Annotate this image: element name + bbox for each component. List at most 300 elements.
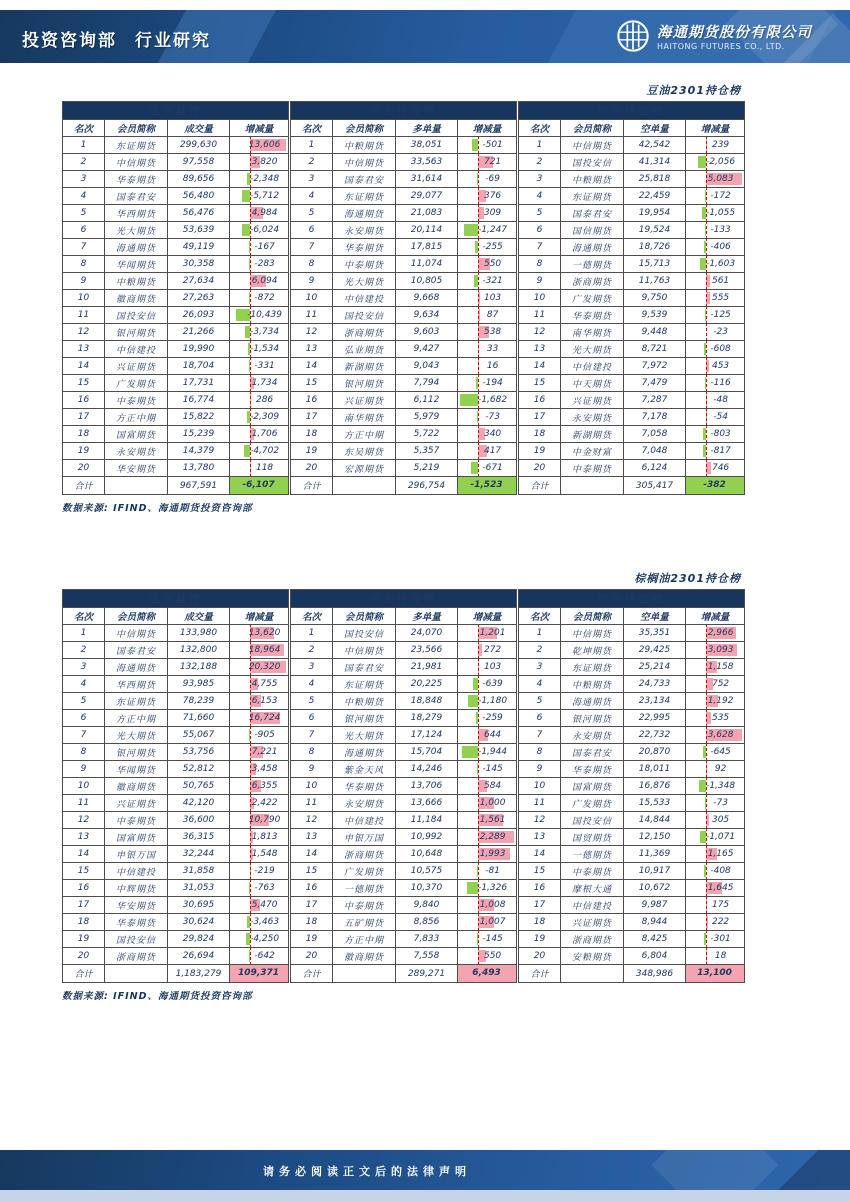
rank-cell: 9 xyxy=(63,761,105,778)
member-name-cell: 东证期货 xyxy=(561,659,624,676)
table-row xyxy=(291,409,517,426)
member-name-cell: 国泰君安 xyxy=(333,171,396,188)
rank-cell: 15 xyxy=(63,375,105,392)
rank-cell: 10 xyxy=(519,778,561,795)
quantity-cell: 35,351 xyxy=(624,625,686,642)
table-row xyxy=(291,693,517,710)
table-row xyxy=(291,171,517,188)
member-name-cell: 国信期货 xyxy=(561,222,624,239)
member-name-cell: 华泰期货 xyxy=(105,171,168,188)
member-name-cell: 浙商期货 xyxy=(561,273,624,290)
member-name-cell: 南华期货 xyxy=(333,409,396,426)
long-position-ranking-table xyxy=(290,101,517,495)
table-row xyxy=(291,324,517,341)
report-type-label: 行业研究 xyxy=(135,31,211,51)
member-name-cell: 海通期货 xyxy=(333,744,396,761)
rank-cell: 2 xyxy=(519,154,561,171)
page-bottom-strip xyxy=(0,1190,850,1202)
change-cell: -2,309 xyxy=(230,409,289,426)
change-cell: 103 xyxy=(458,659,517,676)
member-name-cell: 永安期货 xyxy=(561,727,624,744)
change-cell: 1,813 xyxy=(230,829,289,846)
total-quantity-cell: 296,754 xyxy=(396,477,458,495)
change-cell: 6,355 xyxy=(230,778,289,795)
quantity-cell: 9,539 xyxy=(624,307,686,324)
table-row xyxy=(63,846,289,863)
table-row xyxy=(63,256,289,273)
member-name-cell: 华泰期货 xyxy=(105,914,168,931)
rank-cell: 20 xyxy=(291,460,333,477)
table-row xyxy=(63,273,289,290)
quantity-cell: 6,804 xyxy=(624,948,686,965)
change-cell: -872 xyxy=(230,290,289,307)
table-row xyxy=(519,273,745,290)
rank-cell: 14 xyxy=(291,846,333,863)
table-row xyxy=(519,931,745,948)
change-cell: 538 xyxy=(458,324,517,341)
quantity-cell: 49,119 xyxy=(168,239,230,256)
column-header: 会员简称 xyxy=(333,608,396,625)
change-cell: 584 xyxy=(458,778,517,795)
total-change-cell: 6,493 xyxy=(458,965,517,983)
rank-cell: 11 xyxy=(291,795,333,812)
table-row xyxy=(63,625,289,642)
change-cell: -4,250 xyxy=(230,931,289,948)
quantity-cell: 10,917 xyxy=(624,863,686,880)
member-name-cell: 银河期货 xyxy=(561,710,624,727)
rank-cell: 2 xyxy=(291,154,333,171)
change-cell: 33 xyxy=(458,341,517,358)
total-label-cell: 合计 xyxy=(519,477,561,495)
change-cell: 1,007 xyxy=(458,914,517,931)
volume-ranking-table xyxy=(62,589,289,983)
total-empty-cell xyxy=(105,477,168,495)
table-row xyxy=(291,744,517,761)
rank-cell: 5 xyxy=(291,205,333,222)
quantity-cell: 19,524 xyxy=(624,222,686,239)
quantity-cell: 19,990 xyxy=(168,341,230,358)
total-row xyxy=(519,477,745,495)
legal-disclaimer: 请务必阅读正文后的法律声明 xyxy=(263,1165,471,1178)
member-name-cell: 浙商期货 xyxy=(561,931,624,948)
rank-cell: 12 xyxy=(291,812,333,829)
rank-cell: 2 xyxy=(63,154,105,171)
footer-decoration xyxy=(778,1150,850,1190)
rank-cell: 10 xyxy=(63,778,105,795)
quantity-cell: 18,848 xyxy=(396,693,458,710)
rank-cell: 1 xyxy=(519,137,561,154)
table-row xyxy=(519,710,745,727)
column-header: 会员简称 xyxy=(561,120,624,137)
member-name-cell: 永安期货 xyxy=(561,409,624,426)
rank-cell: 18 xyxy=(519,426,561,443)
member-name-cell: 银河期货 xyxy=(105,324,168,341)
table-row xyxy=(519,256,745,273)
member-name-cell: 安粮期货 xyxy=(561,948,624,965)
member-name-cell: 国投安信 xyxy=(105,307,168,324)
column-header-row xyxy=(519,608,745,625)
table-row xyxy=(519,727,745,744)
member-name-cell: 中信建投 xyxy=(561,897,624,914)
table-row xyxy=(291,273,517,290)
rank-cell: 9 xyxy=(63,273,105,290)
change-cell: 550 xyxy=(458,256,517,273)
change-cell: -2,348 xyxy=(230,171,289,188)
column-header: 增减量 xyxy=(230,608,289,625)
quantity-cell: 29,425 xyxy=(624,642,686,659)
member-name-cell: 浙商期货 xyxy=(333,846,396,863)
change-cell: 1,734 xyxy=(230,375,289,392)
column-header: 增减量 xyxy=(686,608,745,625)
quantity-cell: 20,114 xyxy=(396,222,458,239)
table-title: 豆油2301持仓榜 xyxy=(646,84,741,97)
member-name-cell: 华泰期货 xyxy=(333,778,396,795)
change-cell: -4,702 xyxy=(230,443,289,460)
quantity-cell: 11,074 xyxy=(396,256,458,273)
column-header: 多单量 xyxy=(396,608,458,625)
change-cell: 3,628 xyxy=(686,727,745,744)
rank-cell: 11 xyxy=(519,307,561,324)
rank-cell: 4 xyxy=(291,676,333,693)
change-cell: -255 xyxy=(458,239,517,256)
quantity-cell: 31,858 xyxy=(168,863,230,880)
quantity-cell: 27,263 xyxy=(168,290,230,307)
table-row xyxy=(291,256,517,273)
quantity-cell: 71,660 xyxy=(168,710,230,727)
change-cell: 721 xyxy=(458,154,517,171)
quantity-cell: 32,244 xyxy=(168,846,230,863)
rank-cell: 8 xyxy=(291,256,333,273)
rank-cell: 4 xyxy=(63,188,105,205)
quantity-cell: 20,870 xyxy=(624,744,686,761)
table-row xyxy=(519,239,745,256)
table-row xyxy=(291,676,517,693)
change-cell: -125 xyxy=(686,307,745,324)
rank-cell: 12 xyxy=(519,812,561,829)
change-cell: -1,326 xyxy=(458,880,517,897)
member-name-cell: 弘业期货 xyxy=(333,341,396,358)
member-name-cell: 中信期货 xyxy=(561,137,624,154)
rank-cell: 11 xyxy=(63,795,105,812)
quantity-cell: 8,856 xyxy=(396,914,458,931)
change-cell: 20,320 xyxy=(230,659,289,676)
change-cell: -1,534 xyxy=(230,341,289,358)
table-row xyxy=(63,880,289,897)
change-cell: -219 xyxy=(230,863,289,880)
member-name-cell: 国泰君安 xyxy=(105,188,168,205)
total-change-cell: 13,100 xyxy=(686,965,745,983)
quantity-cell: 9,448 xyxy=(624,324,686,341)
total-quantity-cell: 1,183,279 xyxy=(168,965,230,983)
quantity-cell: 18,279 xyxy=(396,710,458,727)
column-header: 增减量 xyxy=(458,608,517,625)
data-source-note: 数据来源: IFIND、海通期货投资咨询部 xyxy=(62,503,253,514)
change-cell: 2,422 xyxy=(230,795,289,812)
quantity-cell: 22,459 xyxy=(624,188,686,205)
member-name-cell: 申银万国 xyxy=(333,829,396,846)
column-header: 名次 xyxy=(63,120,105,137)
member-name-cell: 方正中期 xyxy=(105,409,168,426)
rank-cell: 4 xyxy=(519,676,561,693)
total-change-cell: 109,371 xyxy=(230,965,289,983)
quantity-cell: 7,178 xyxy=(624,409,686,426)
quantity-cell: 20,225 xyxy=(396,676,458,693)
rank-cell: 17 xyxy=(291,897,333,914)
member-name-cell: 中信期货 xyxy=(333,154,396,171)
change-cell: -116 xyxy=(686,375,745,392)
member-name-cell: 海通期货 xyxy=(561,693,624,710)
table-row xyxy=(519,375,745,392)
change-cell: 644 xyxy=(458,727,517,744)
change-cell: 550 xyxy=(458,948,517,965)
quantity-cell: 26,694 xyxy=(168,948,230,965)
quantity-cell: 24,070 xyxy=(396,625,458,642)
member-name-cell: 中信建投 xyxy=(333,290,396,307)
quantity-cell: 15,533 xyxy=(624,795,686,812)
ranking-tables xyxy=(62,101,741,495)
rank-cell: 5 xyxy=(519,205,561,222)
member-name-cell: 宏源期货 xyxy=(333,460,396,477)
table-row xyxy=(291,205,517,222)
rank-cell: 1 xyxy=(519,625,561,642)
quantity-cell: 26,093 xyxy=(168,307,230,324)
total-empty-cell xyxy=(561,477,624,495)
column-header: 名次 xyxy=(291,608,333,625)
member-name-cell: 方正中期 xyxy=(105,710,168,727)
quantity-cell: 18,726 xyxy=(624,239,686,256)
member-name-cell: 国投安信 xyxy=(333,307,396,324)
quantity-cell: 30,695 xyxy=(168,897,230,914)
quantity-cell: 29,824 xyxy=(168,931,230,948)
table-row xyxy=(63,642,289,659)
table-row xyxy=(63,829,289,846)
member-name-cell: 永安期货 xyxy=(333,795,396,812)
rank-cell: 7 xyxy=(63,239,105,256)
total-row xyxy=(63,477,289,495)
rank-cell: 10 xyxy=(519,290,561,307)
member-name-cell: 中粮期货 xyxy=(333,137,396,154)
rank-cell: 19 xyxy=(63,931,105,948)
member-name-cell: 华西期货 xyxy=(105,205,168,222)
table-row xyxy=(291,846,517,863)
rank-cell: 16 xyxy=(519,880,561,897)
quantity-cell: 56,476 xyxy=(168,205,230,222)
rank-cell: 11 xyxy=(63,307,105,324)
column-header: 多单量 xyxy=(396,120,458,137)
change-cell: -645 xyxy=(686,744,745,761)
table-row xyxy=(291,375,517,392)
table-row xyxy=(291,137,517,154)
rank-cell: 15 xyxy=(519,375,561,392)
table-row xyxy=(291,426,517,443)
change-cell: -10,439 xyxy=(230,307,289,324)
quantity-cell: 7,972 xyxy=(624,358,686,375)
quantity-cell: 78,239 xyxy=(168,693,230,710)
table-row xyxy=(519,863,745,880)
rank-cell: 1 xyxy=(291,625,333,642)
member-name-cell: 中泰期货 xyxy=(333,897,396,914)
rank-cell: 20 xyxy=(63,948,105,965)
member-name-cell: 徽商期货 xyxy=(333,948,396,965)
quantity-cell: 7,048 xyxy=(624,443,686,460)
rank-cell: 6 xyxy=(63,710,105,727)
quantity-cell: 50,765 xyxy=(168,778,230,795)
table-row xyxy=(291,443,517,460)
member-name-cell: 国泰君安 xyxy=(333,659,396,676)
rank-cell: 18 xyxy=(519,914,561,931)
change-cell: -639 xyxy=(458,676,517,693)
change-cell: 5,470 xyxy=(230,897,289,914)
table-row xyxy=(519,676,745,693)
member-name-cell: 华泰期货 xyxy=(561,307,624,324)
change-cell: 13,620 xyxy=(230,625,289,642)
table-row xyxy=(63,460,289,477)
department-label: 投资咨询部 xyxy=(22,31,117,51)
change-cell: -73 xyxy=(458,409,517,426)
quantity-cell: 14,379 xyxy=(168,443,230,460)
quantity-cell: 53,639 xyxy=(168,222,230,239)
table-row xyxy=(519,154,745,171)
quantity-cell: 14,246 xyxy=(396,761,458,778)
change-cell: -133 xyxy=(686,222,745,239)
change-cell: 175 xyxy=(686,897,745,914)
table-row xyxy=(63,897,289,914)
rank-cell: 20 xyxy=(291,948,333,965)
member-name-cell: 东证期货 xyxy=(561,188,624,205)
quantity-cell: 17,731 xyxy=(168,375,230,392)
member-name-cell: 中粮期货 xyxy=(561,676,624,693)
member-name-cell: 国贸期货 xyxy=(561,829,624,846)
table-row xyxy=(291,863,517,880)
member-name-cell: 中信建投 xyxy=(561,358,624,375)
quantity-cell: 30,358 xyxy=(168,256,230,273)
column-header: 增减量 xyxy=(230,120,289,137)
table-row xyxy=(63,693,289,710)
quantity-cell: 133,980 xyxy=(168,625,230,642)
table-row xyxy=(519,659,745,676)
member-name-cell: 海通期货 xyxy=(561,239,624,256)
rank-cell: 13 xyxy=(519,829,561,846)
table-row xyxy=(63,171,289,188)
rank-cell: 12 xyxy=(63,812,105,829)
total-row xyxy=(291,965,517,983)
rank-cell: 4 xyxy=(63,676,105,693)
change-cell: -803 xyxy=(686,426,745,443)
change-cell: -23 xyxy=(686,324,745,341)
table-row xyxy=(291,341,517,358)
change-cell: -3,463 xyxy=(230,914,289,931)
member-name-cell: 广发期货 xyxy=(105,375,168,392)
table-row xyxy=(519,426,745,443)
member-name-cell: 徽商期货 xyxy=(105,778,168,795)
total-empty-cell xyxy=(561,965,624,983)
change-cell: 286 xyxy=(230,392,289,409)
table-row xyxy=(519,222,745,239)
change-cell: 92 xyxy=(686,761,745,778)
table-row xyxy=(63,188,289,205)
change-cell: 309 xyxy=(458,205,517,222)
table-row xyxy=(519,341,745,358)
member-name-cell: 光大期货 xyxy=(333,273,396,290)
rank-cell: 16 xyxy=(291,880,333,897)
total-quantity-cell: 289,271 xyxy=(396,965,458,983)
member-name-cell: 华安期货 xyxy=(105,460,168,477)
quantity-cell: 10,672 xyxy=(624,880,686,897)
quantity-cell: 6,112 xyxy=(396,392,458,409)
table-row xyxy=(63,778,289,795)
section-header-row xyxy=(519,590,745,608)
member-name-cell: 新湖期货 xyxy=(333,358,396,375)
change-cell: -2,056 xyxy=(686,154,745,171)
table-row xyxy=(63,761,289,778)
change-cell: -301 xyxy=(686,931,745,948)
table-row xyxy=(291,795,517,812)
change-cell: -145 xyxy=(458,761,517,778)
member-name-cell: 乾坤期货 xyxy=(561,642,624,659)
ranking-tables xyxy=(62,589,741,983)
quantity-cell: 36,315 xyxy=(168,829,230,846)
member-name-cell: 五矿期货 xyxy=(333,914,396,931)
quantity-cell: 7,058 xyxy=(624,426,686,443)
quantity-cell: 8,944 xyxy=(624,914,686,931)
rank-cell: 7 xyxy=(63,727,105,744)
total-empty-cell xyxy=(105,965,168,983)
change-cell: -145 xyxy=(458,931,517,948)
member-name-cell: 兴证期货 xyxy=(333,392,396,409)
total-row xyxy=(63,965,289,983)
table-row xyxy=(63,324,289,341)
rank-cell: 11 xyxy=(519,795,561,812)
change-cell: -167 xyxy=(230,239,289,256)
quantity-cell: 21,981 xyxy=(396,659,458,676)
rank-cell: 13 xyxy=(519,341,561,358)
rank-cell: 6 xyxy=(63,222,105,239)
rank-cell: 13 xyxy=(291,341,333,358)
table-row xyxy=(519,744,745,761)
table-row xyxy=(519,846,745,863)
table-row xyxy=(291,154,517,171)
member-name-cell: 光大期货 xyxy=(333,727,396,744)
change-cell: -1,603 xyxy=(686,256,745,273)
member-name-cell: 国泰君安 xyxy=(561,205,624,222)
table-row xyxy=(291,829,517,846)
quantity-cell: 8,721 xyxy=(624,341,686,358)
section-header-row xyxy=(63,590,289,608)
change-cell: 1,165 xyxy=(686,846,745,863)
section-title: 成交量榜 xyxy=(63,102,289,120)
change-cell: -642 xyxy=(230,948,289,965)
member-name-cell: 光大期货 xyxy=(561,341,624,358)
footer-decoration xyxy=(651,1150,778,1190)
quantity-cell: 31,614 xyxy=(396,171,458,188)
column-header: 成交量 xyxy=(168,608,230,625)
change-cell: -81 xyxy=(458,863,517,880)
table-row xyxy=(63,710,289,727)
member-name-cell: 方正中期 xyxy=(333,931,396,948)
change-cell: 13,606 xyxy=(230,137,289,154)
change-cell: 453 xyxy=(686,358,745,375)
rank-cell: 6 xyxy=(519,710,561,727)
rank-cell: 10 xyxy=(63,290,105,307)
rank-cell: 1 xyxy=(63,137,105,154)
column-header: 会员简称 xyxy=(333,120,396,137)
change-cell: -283 xyxy=(230,256,289,273)
member-name-cell: 中辉期货 xyxy=(105,880,168,897)
member-name-cell: 银河期货 xyxy=(105,744,168,761)
change-cell: -905 xyxy=(230,727,289,744)
quantity-cell: 30,624 xyxy=(168,914,230,931)
change-cell: -671 xyxy=(458,460,517,477)
